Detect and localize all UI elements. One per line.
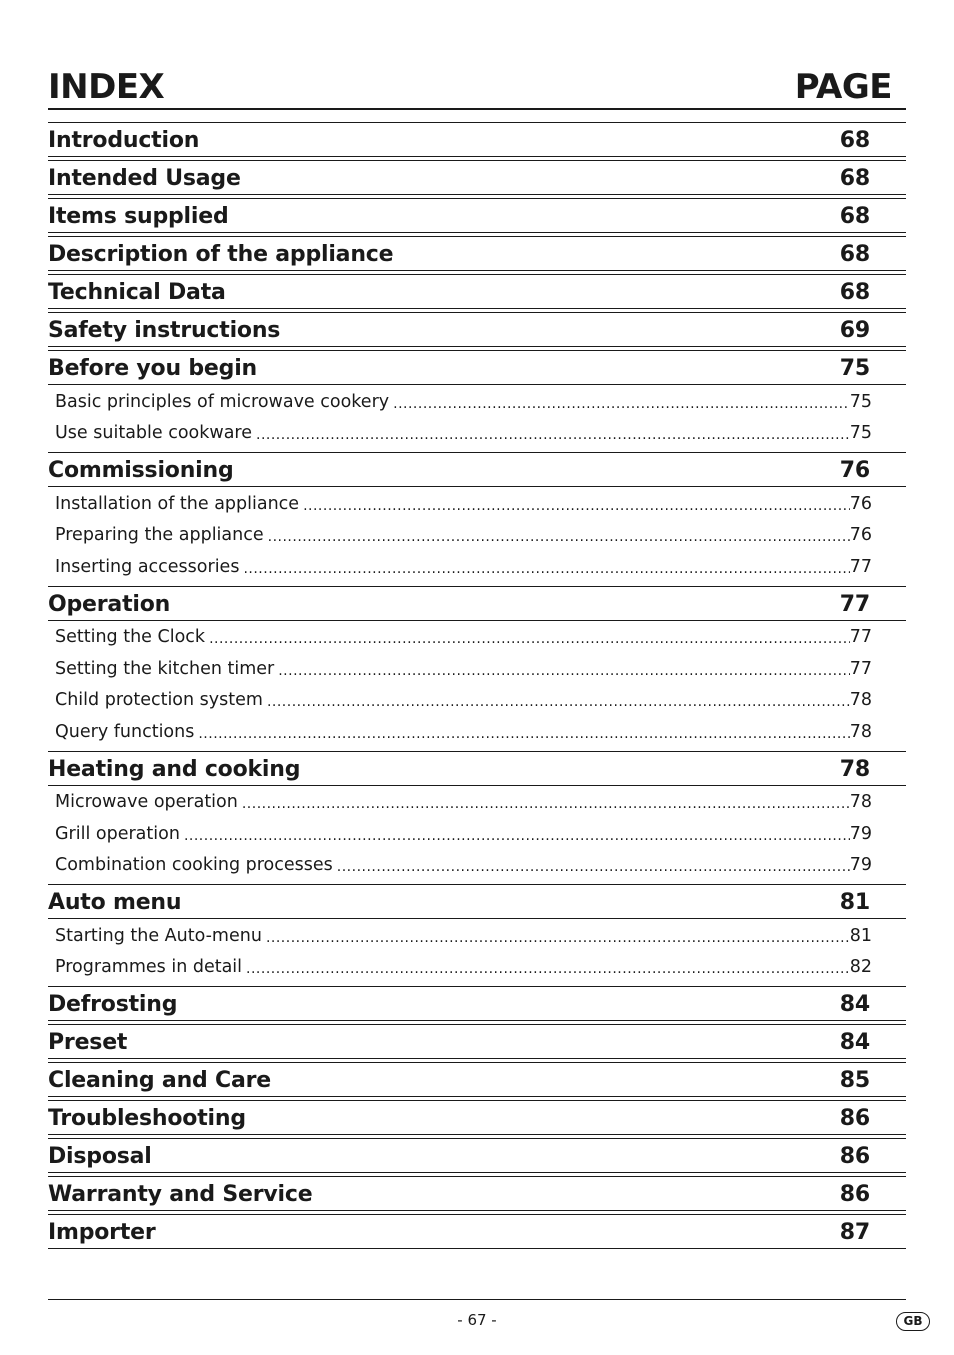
toc-section-heading[interactable] — [48, 987, 906, 1021]
toc-subsection-item[interactable] — [48, 418, 906, 450]
dot-leader — [242, 796, 850, 812]
toc-subsection-item[interactable] — [48, 386, 906, 418]
dot-leader — [393, 396, 850, 412]
subsection-page-number: 81 — [849, 925, 872, 946]
toc-section-heading[interactable] — [48, 1063, 906, 1097]
footer-divider — [48, 1299, 906, 1300]
section-title: Items supplied — [48, 204, 229, 229]
section-page-number: 78 — [839, 756, 870, 782]
section-title: Heating and cooking — [48, 756, 301, 782]
toc-section — [48, 986, 906, 1021]
subsection-page-number: 77 — [849, 658, 872, 679]
toc-section — [48, 1062, 906, 1097]
toc-section-heading[interactable] — [48, 453, 906, 487]
toc-subsection-list — [48, 385, 906, 449]
dot-leader — [246, 961, 850, 977]
section-title: Before you begin — [48, 356, 258, 381]
toc-section — [48, 122, 906, 157]
index-heading: INDEX — [48, 67, 165, 107]
dot-leader — [268, 529, 850, 545]
section-title: Disposal — [48, 1144, 152, 1169]
toc-section-heading[interactable] — [48, 1177, 906, 1211]
toc-subsection-item[interactable] — [48, 818, 906, 850]
toc-section — [48, 236, 906, 271]
toc-section-heading[interactable] — [48, 885, 906, 919]
toc-subsection-item[interactable] — [48, 716, 906, 748]
dot-leader — [243, 561, 849, 577]
toc-section — [48, 198, 906, 233]
section-page-number: 84 — [839, 992, 870, 1017]
toc-subsection-list — [48, 786, 906, 882]
section-title: Auto menu — [48, 890, 182, 915]
toc-subsection-item[interactable] — [48, 850, 906, 882]
toc-section-heading[interactable] — [48, 237, 906, 271]
subsection-title: Query functions — [55, 721, 195, 742]
subsection-page-number: 79 — [849, 823, 872, 844]
dot-leader — [209, 631, 850, 647]
dot-leader — [266, 930, 850, 946]
toc-section-heading[interactable] — [48, 1025, 906, 1059]
toc-subsection-list — [48, 919, 906, 983]
section-page-number: 68 — [839, 280, 870, 305]
toc-section — [48, 452, 906, 583]
toc-section-heading[interactable] — [48, 1215, 906, 1249]
toc-section — [48, 350, 906, 449]
section-title: Description of the appliance — [48, 242, 394, 267]
toc-subsection-item[interactable] — [48, 920, 906, 952]
toc-subsection-item[interactable] — [48, 952, 906, 984]
subsection-page-number: 79 — [849, 855, 872, 876]
dot-leader — [198, 726, 849, 742]
section-page-number: 68 — [839, 128, 870, 153]
subsection-page-number: 75 — [849, 423, 872, 444]
subsection-title: Programmes in detail — [55, 957, 243, 978]
dot-leader — [267, 694, 850, 710]
subsection-page-number: 77 — [849, 627, 872, 648]
section-page-number: 68 — [839, 242, 870, 267]
toc-section — [48, 586, 906, 748]
toc-section-heading[interactable] — [48, 587, 906, 621]
subsection-page-number: 78 — [849, 721, 872, 742]
toc-section — [48, 1100, 906, 1135]
toc-subsection-item[interactable] — [48, 551, 906, 583]
toc-section-heading[interactable] — [48, 313, 906, 347]
toc-subsection-item[interactable] — [48, 653, 906, 685]
section-title: Defrosting — [48, 992, 178, 1017]
section-page-number: 68 — [839, 166, 870, 191]
section-title: Operation — [48, 591, 171, 617]
toc-section-heading[interactable] — [48, 1139, 906, 1173]
toc-subsection-item[interactable] — [48, 488, 906, 520]
toc-section — [48, 1138, 906, 1173]
toc-section-heading[interactable] — [48, 275, 906, 309]
section-page-number: 77 — [839, 591, 870, 617]
toc-section — [48, 884, 906, 983]
section-title: Intended Usage — [48, 166, 241, 191]
toc-section-heading[interactable] — [48, 123, 906, 157]
index-header — [48, 66, 906, 110]
toc-section-heading[interactable] — [48, 752, 906, 786]
section-page-number: 84 — [839, 1030, 870, 1055]
subsection-title: Setting the Clock — [55, 627, 206, 648]
toc-subsection-list — [48, 621, 906, 748]
toc-section — [48, 1214, 906, 1249]
section-page-number: 85 — [839, 1068, 870, 1093]
toc-section-heading[interactable] — [48, 1101, 906, 1135]
section-title: Cleaning and Care — [48, 1068, 272, 1093]
section-page-number: 68 — [839, 204, 870, 229]
toc-subsection-item[interactable] — [48, 787, 906, 819]
subsection-page-number: 82 — [849, 957, 872, 978]
subsection-title: Grill operation — [55, 823, 180, 844]
toc-section-heading[interactable] — [48, 161, 906, 195]
subsection-title: Inserting accessories — [55, 556, 240, 577]
language-badge: GB — [896, 1312, 930, 1331]
subsection-title: Combination cooking processes — [55, 855, 333, 876]
toc-subsection-item[interactable] — [48, 685, 906, 717]
toc-section — [48, 274, 906, 309]
section-page-number: 69 — [839, 318, 870, 343]
toc-section — [48, 1176, 906, 1211]
dot-leader — [256, 427, 850, 443]
subsection-page-number: 78 — [849, 690, 872, 711]
subsection-title: Child protection system — [55, 690, 263, 711]
section-title: Warranty and Service — [48, 1182, 313, 1207]
section-title: Commissioning — [48, 458, 234, 483]
toc-subsection-item[interactable] — [48, 520, 906, 552]
toc-subsection-list — [48, 487, 906, 583]
section-title: Technical Data — [48, 280, 226, 305]
subsection-page-number: 77 — [849, 556, 872, 577]
section-page-number: 86 — [839, 1106, 870, 1131]
subsection-page-number: 76 — [849, 493, 872, 514]
subsection-title: Setting the kitchen timer — [55, 658, 275, 679]
subsection-title: Microwave operation — [55, 792, 238, 813]
section-page-number: 87 — [839, 1220, 870, 1245]
dot-leader — [184, 828, 850, 844]
subsection-title: Basic principles of microwave cookery — [55, 391, 390, 412]
dot-leader — [278, 663, 849, 679]
section-title: Safety instructions — [48, 318, 281, 343]
section-title: Introduction — [48, 128, 200, 153]
toc-section — [48, 751, 906, 882]
toc-section — [48, 160, 906, 195]
toc-section-heading[interactable] — [48, 199, 906, 233]
section-page-number: 81 — [839, 890, 870, 915]
section-title: Troubleshooting — [48, 1106, 246, 1131]
subsection-page-number: 78 — [849, 792, 872, 813]
dot-leader — [303, 498, 850, 514]
subsection-title: Starting the Auto-menu — [55, 925, 262, 946]
section-title: Preset — [48, 1030, 128, 1055]
table-of-contents — [48, 122, 906, 1249]
section-page-number: 75 — [839, 356, 870, 381]
subsection-title: Use suitable cookware — [55, 423, 252, 444]
toc-subsection-item[interactable] — [48, 622, 906, 654]
section-page-number: 76 — [839, 458, 870, 483]
subsection-page-number: 75 — [849, 391, 872, 412]
toc-section — [48, 312, 906, 347]
page-number: - 67 - — [457, 1311, 497, 1329]
subsection-page-number: 76 — [849, 525, 872, 546]
section-page-number: 86 — [839, 1182, 870, 1207]
toc-section — [48, 1024, 906, 1059]
toc-section-heading[interactable] — [48, 351, 906, 385]
dot-leader — [337, 859, 850, 875]
section-page-number: 86 — [839, 1144, 870, 1169]
subsection-title: Preparing the appliance — [55, 525, 264, 546]
subsection-title: Installation of the appliance — [55, 493, 300, 514]
page-heading: PAGE — [794, 67, 892, 107]
section-title: Importer — [48, 1220, 156, 1245]
